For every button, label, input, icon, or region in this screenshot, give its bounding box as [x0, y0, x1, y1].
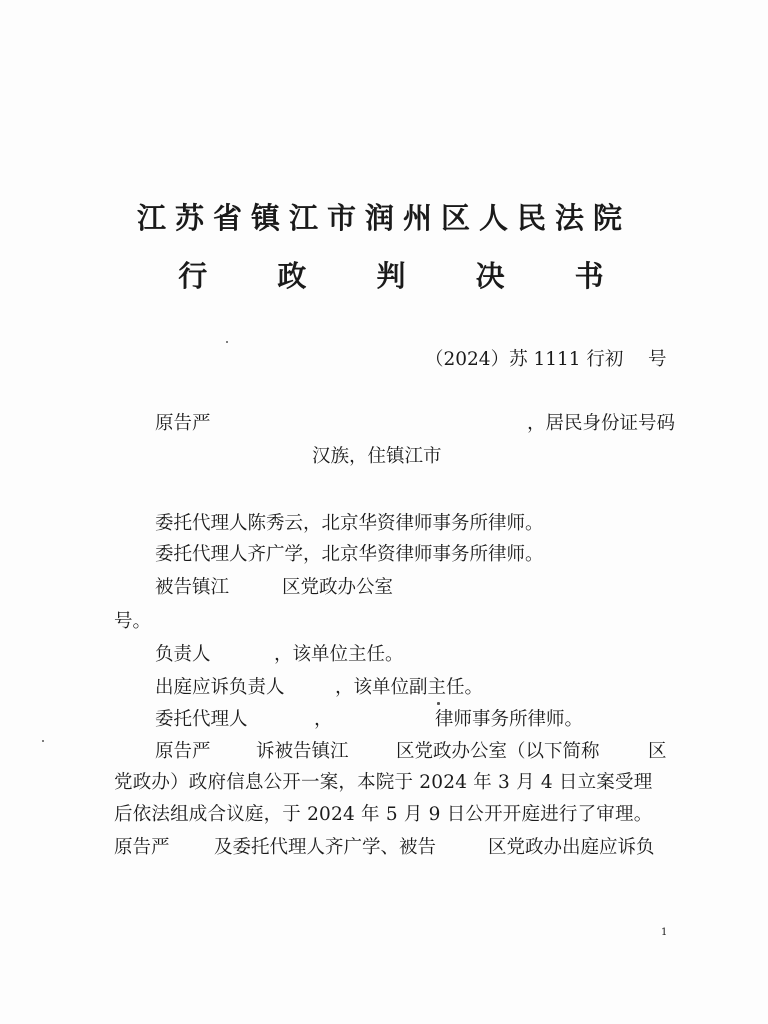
body-paragraph-1-part-b: 诉被告镇江 — [256, 741, 349, 762]
appearing-person-role: ，该单位副主任。 — [335, 677, 484, 698]
document-type-title: 行 政 判 决 书 — [178, 259, 634, 293]
page-number: 1 — [661, 927, 668, 938]
body-paragraph-line-3: 后依法组成合议庭，于 2024 年 5 月 9 日公开开庭进行了审理。 — [114, 804, 653, 825]
body-paragraph-1-part-c: 区党政办公室（以下简称 — [396, 741, 600, 762]
case-number-suffix: 号 — [648, 349, 667, 370]
appearing-person-label: 出庭应诉负责人 — [155, 677, 285, 698]
body-paragraph-line-2: 党政办）政府信息公开一案，本院于 2024 年 3 月 4 日立案受理 — [114, 772, 653, 793]
responsible-person-role: ，该单位主任。 — [274, 644, 404, 665]
plaintiff-label: 原告严 — [155, 413, 211, 434]
body-paragraph-4-part-b: 及委托代理人齐广学、被告 — [214, 837, 437, 858]
plaintiff-agent-1: 委托代理人陈秀云，北京华资律师事务所律师。 — [155, 513, 544, 534]
scan-speck — [226, 341, 228, 343]
plaintiff-address: 汉族，住镇江市 — [312, 446, 442, 467]
defendant-agent-label: 委托代理人 — [155, 709, 248, 730]
body-paragraph-4-part-a: 原告严 — [114, 837, 170, 858]
body-paragraph-1-part-d: 区 — [648, 741, 667, 762]
court-name-title: 江苏省镇江市润州区人民法院 — [136, 201, 631, 235]
plaintiff-id-label: ，居民身份证号码 — [527, 413, 676, 434]
defendant-name: 区党政办公室 — [282, 577, 394, 598]
defendant-address-tail: 号。 — [114, 611, 152, 632]
plaintiff-agent-2: 委托代理人齐广学，北京华资律师事务所律师。 — [155, 544, 544, 565]
defendant-prefix: 被告镇江 — [155, 577, 230, 598]
defendant-agent-comma: ， — [314, 709, 333, 730]
body-paragraph-4-part-c: 区党政办出庭应诉负 — [488, 837, 655, 858]
defendant-agent-firm: 律师事务所律师。 — [435, 709, 584, 730]
responsible-person-label: 负责人 — [155, 644, 211, 665]
case-number: （2024）苏 1111 行初 — [425, 349, 624, 370]
scan-speck — [42, 740, 44, 742]
scan-speck — [437, 702, 440, 705]
body-paragraph-1-part-a: 原告严 — [155, 741, 211, 762]
